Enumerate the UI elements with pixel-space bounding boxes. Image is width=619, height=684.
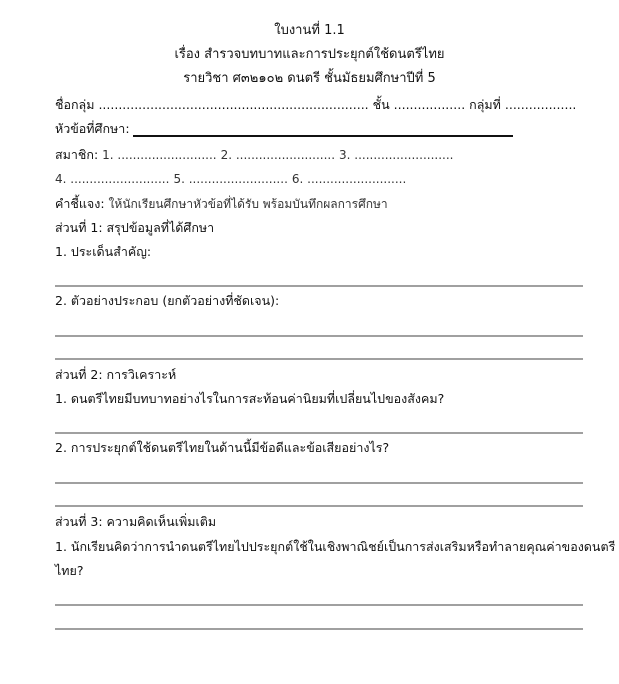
topic-field[interactable]	[133, 135, 513, 137]
group-row	[55, 96, 576, 114]
answer-line[interactable]	[55, 335, 583, 337]
answer-line[interactable]	[55, 358, 583, 360]
section-2-question-1: 1. ดนตรีไทยมีบทบาทอย่างไรในการสะท้อนค่านิยมที่เปลี่ยนไปของสังคม?	[55, 391, 445, 406]
class-field[interactable]: ..................	[393, 97, 466, 112]
members-label: สมาชิก:	[55, 147, 99, 162]
answer-line[interactable]	[55, 285, 583, 287]
answer-line[interactable]	[55, 604, 583, 606]
member-field-4[interactable]: 4. ..........................	[55, 172, 170, 186]
section-1-question-1: 1. ประเด็นสำคัญ:	[55, 244, 152, 259]
instructions-text: ให้นักเรียนศึกษาหัวข้อที่ได้รับ พร้อมบันทึกผลการศึกษา	[108, 197, 388, 211]
member-field-2[interactable]: 2. ..........................	[220, 148, 336, 162]
worksheet-course: รายวิชา ศ๓๒๑๐๒ ดนตรี ชั้นมัธยมศึกษาปีที่ 5	[183, 71, 436, 86]
group-name-field[interactable]: ....................................................................	[98, 97, 369, 112]
member-field-5[interactable]: 5. ..........................	[173, 172, 288, 186]
section-1-question-2: 2. ตัวอย่างประกอบ (ยกตัวอย่างที่ชัดเจน):	[55, 293, 280, 308]
worksheet-subject: เรื่อง สำรวจบทบาทและการประยุกต์ใช้ดนตรีไทย	[174, 47, 445, 62]
section-3-question-1-cont: ไทย?	[55, 563, 84, 578]
section-3-title: ส่วนที่ 3: ความคิดเห็นเพิ่มเติม	[55, 514, 217, 529]
section-1-title: ส่วนที่ 1: สรุปข้อมูลที่ได้ศึกษา	[55, 220, 215, 235]
members-row-1	[55, 146, 453, 164]
members-row-2	[55, 170, 406, 188]
worksheet-title: ใบงานที่ 1.1	[274, 23, 345, 38]
member-field-3[interactable]: 3. ..........................	[339, 148, 454, 162]
section-3-question-1: 1. นักเรียนคิดว่าการนำดนตรีไทยไปประยุกต์ใช้ในเชิงพาณิชย์เป็นการส่งเสริมหรือทำลายคุณค่าของดนตรี	[55, 539, 616, 554]
group-label: ชื่อกลุ่ม	[55, 97, 95, 112]
instructions-label: คำชี้แจง:	[55, 196, 105, 211]
member-field-1[interactable]: 1. ..........................	[102, 148, 217, 162]
member-field-6[interactable]: 6. ..........................	[291, 172, 407, 186]
answer-line[interactable]	[55, 432, 583, 434]
group-number-field[interactable]: ..................	[504, 97, 577, 112]
answer-line[interactable]	[55, 482, 583, 484]
topic-label: หัวข้อที่ศึกษา:	[55, 121, 130, 136]
answer-line[interactable]	[55, 628, 583, 630]
answer-line[interactable]	[55, 505, 583, 507]
section-2-question-2: 2. การประยุกต์ใช้ดนตรีไทยในด้านนี้มีข้อดีและข้อเสียอย่างไร?	[55, 440, 390, 455]
instructions	[55, 195, 388, 213]
class-label: ชั้น	[372, 97, 390, 112]
section-2-title: ส่วนที่ 2: การวิเคราะห์	[55, 367, 177, 382]
group-number-label: กลุ่มที่	[469, 97, 501, 112]
